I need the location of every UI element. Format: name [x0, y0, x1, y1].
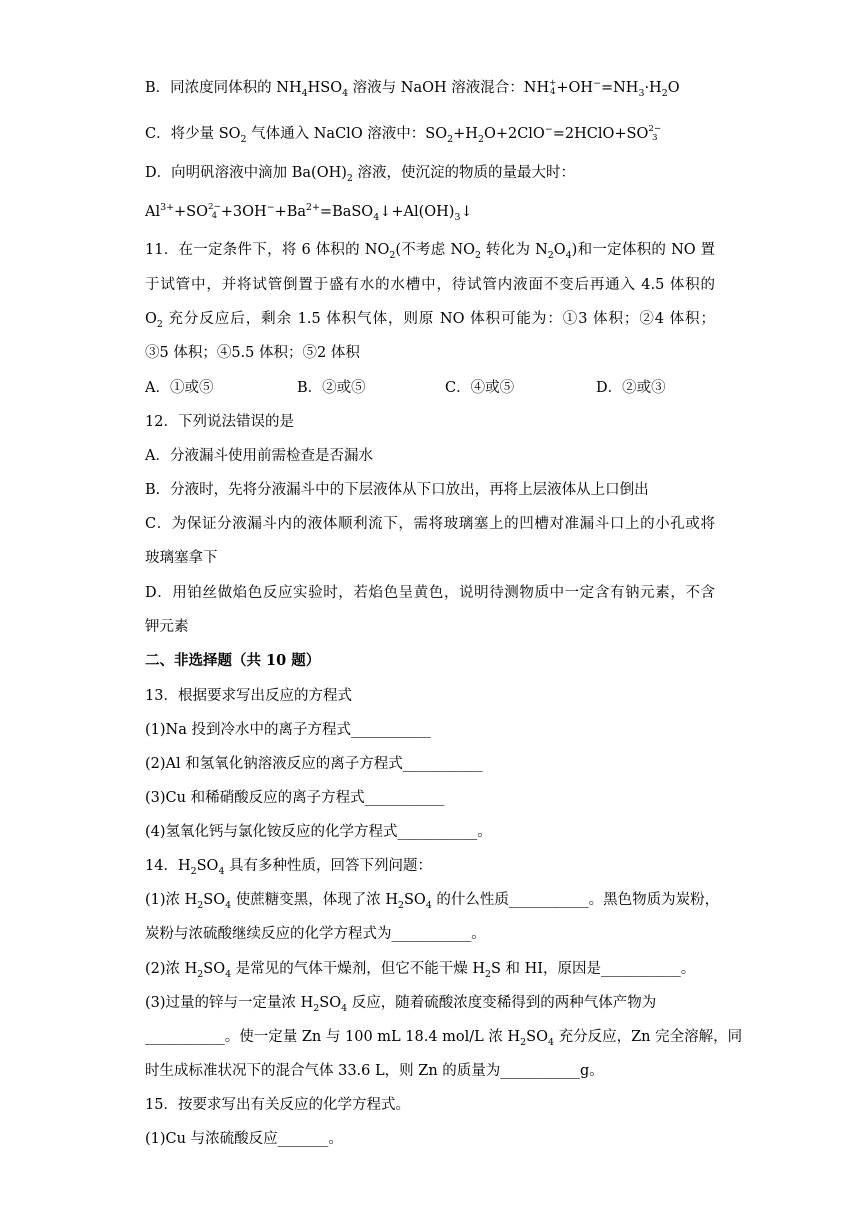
q13-part-2: (2)Al 和氢氧化钠溶液反应的离子方程式___________	[145, 756, 483, 772]
option-c-line: C．将少量 $SO_2$ 气体通入 NaClO 溶液中：$SO_2+H_2O+2ClO^-=2HClO+SO$ 2− 3	[145, 124, 662, 145]
q12-option-d-line-1: D．用铂丝做焰色反应实验时，若焰色呈黄色，说明待测物质中一定含有钠元素，不含	[145, 585, 715, 601]
section-heading: 二、非选择题（共 10 题）	[145, 652, 321, 669]
q12-option-b: B．分液时，先将分液漏斗中的下层液体从下口放出，再将上层液体从上口倒出	[145, 482, 649, 498]
q11-option-b: B．②或⑤	[297, 380, 366, 396]
question-11-line-1: 11．在一定条件下，将 6 体积的 $NO_2$(不考虑 $NO_2$ 转化为 $N_2O_4$)和一定体积的 NO 置	[145, 242, 716, 261]
q15-part-1: (1)Cu 与浓硫酸反应_______。	[145, 1131, 343, 1147]
q13-part-4: (4)氢氧化钙与氯化铵反应的化学方程式___________。	[145, 824, 492, 840]
question-13-stem: 13．根据要求写出反应的方程式	[145, 688, 352, 704]
option-b-line: B．同浓度同体积的 $NH_4HSO_4$ 溶液与 NaOH 溶液混合：NH + 4 $+OH^-=NH_3\cdot H_2O$	[145, 78, 680, 99]
q11-option-a: A．①或⑤	[145, 380, 214, 396]
question-14-stem: 14．$H_2SO_4$ 具有多种性质，回答下列问题：	[145, 858, 433, 877]
equation-line: $Al^{3+}+SO$ 2− 4 $+3OH^-+Ba^{2+}=BaSO_4↓+Al(OH)_3↓$	[145, 202, 473, 223]
question-12-stem: 12．下列说法错误的是	[145, 414, 294, 430]
q14-part-2: (2)浓 $H_2SO_4$ 是常见的气体干燥剂，但它不能干燥 $H_2S$ 和 HI，原因是___________。	[145, 961, 696, 980]
q11-option-c: C．④或⑤	[445, 380, 515, 396]
q13-part-1: (1)Na 投到冷水中的离子方程式___________	[145, 722, 431, 738]
q11-option-d: D．②或③	[596, 380, 666, 396]
question-15-stem: 15．按要求写出有关反应的化学方程式。	[145, 1097, 410, 1113]
question-11-line-2: 于试管中，并将试管倒置于盛有水的水槽中，待试管内液面不变后再通入 4.5 体积的	[145, 277, 715, 293]
q14-part-3-line-3: 时生成标准状况下的混合气体 33.6 L，则 Zn 的质量为___________g。	[145, 1063, 604, 1079]
q12-option-d-line-2: 钾元素	[145, 619, 189, 635]
q12-option-c-line-2: 玻璃塞拿下	[145, 550, 218, 566]
q14-part-3-line-2: ___________。使一定量 Zn 与 100 mL 18.4 mol/L 浓 $H_2SO_4$ 充分反应，Zn 完全溶解，同	[145, 1029, 743, 1048]
q14-part-1-line-2: 炭粉与浓硫酸继续反应的化学方程式为___________。	[145, 926, 486, 942]
q12-option-a: A．分液漏斗使用前需检查是否漏水	[145, 448, 373, 464]
q14-part-3-line-1: (3)过量的锌与一定量浓 $H_2SO_4$ 反应，随着硫酸浓度变稀得到的两种气体产物为	[145, 995, 657, 1014]
question-11-line-4: ③5 体积；④5.5 体积；⑤2 体积	[145, 345, 360, 361]
q13-part-3: (3)Cu 和稀硝酸反应的离子方程式___________	[145, 790, 445, 806]
q12-option-c-line-1: C．为保证分液漏斗内的液体顺利流下，需将玻璃塞上的凹槽对准漏斗口上的小孔或将	[145, 516, 715, 532]
q14-part-1-line-1: (1)浓 $H_2SO_4$ 使蔗糖变黑，体现了浓 $H_2SO_4$ 的什么性质___________。黑色物质为炭粉，	[145, 892, 720, 911]
option-d-line: D．向明矾溶液中滴加 $Ba(OH)_2$ 溶液，使沉淀的物质的量最大时：	[145, 165, 575, 184]
question-11-line-3: $O_2$ 充分反应后，剩余 1.5 体积气体，则原 NO 体积可能为：①3 体积；②4 体积；	[145, 311, 715, 330]
